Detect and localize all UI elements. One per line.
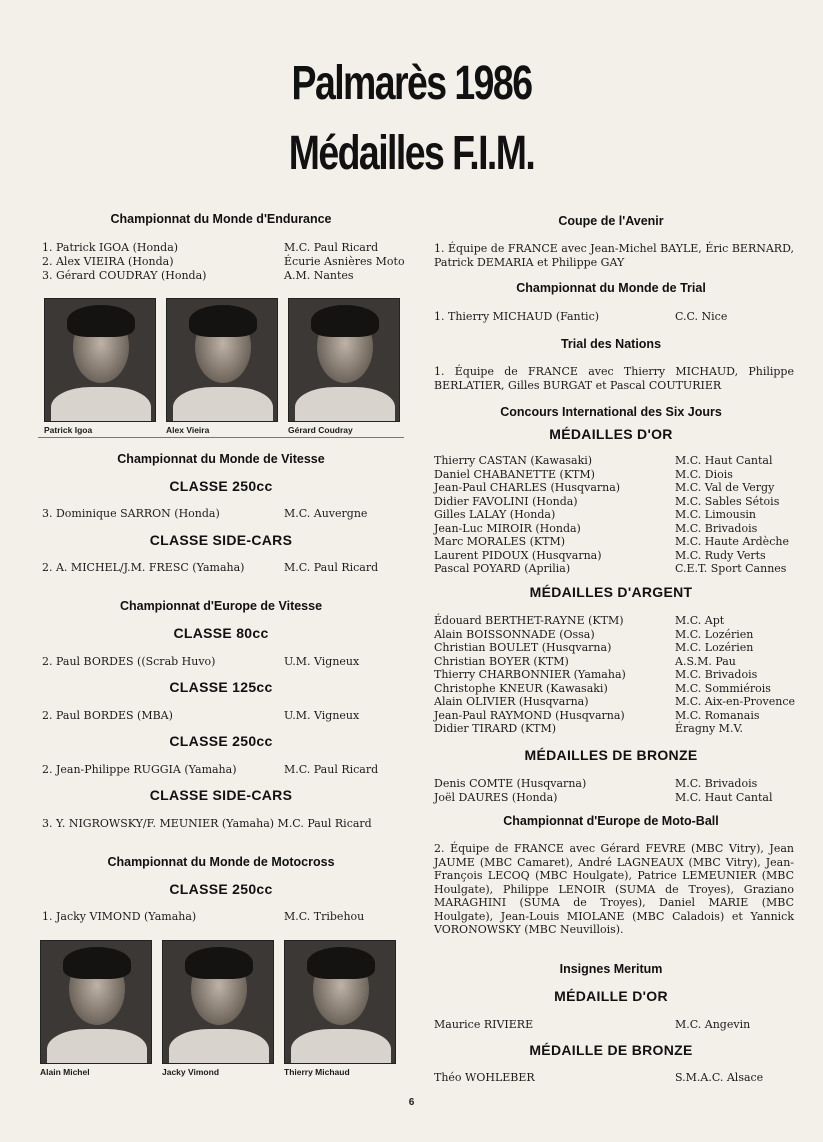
medal-club: M.C. Lozérien xyxy=(675,627,754,641)
class-heading: CLASSE 125cc xyxy=(169,679,273,695)
result-club: U.M. Vigneux xyxy=(284,709,360,722)
rider-photo xyxy=(44,298,156,435)
medal-name: Christian BOYER (KTM) xyxy=(434,654,569,668)
motocross-heading: Championnat du Monde de Motocross xyxy=(107,855,335,869)
medal-name: Didier FAVOLINI (Honda) xyxy=(434,494,578,508)
medal-club: M.C. Haute Ardèche xyxy=(675,535,789,548)
result-club: M.C. Tribehou xyxy=(284,910,365,923)
medal-name: Édouard BERTHET-RAYNE (KTM) xyxy=(434,614,624,627)
result-club: A.M. Nantes xyxy=(284,269,354,282)
trial-nations-text: 1. Équipe de FRANCE avec Thierry MICHAUD, Philippe BERLATIER, Gilles BURGAT et Pascal COUTURIER xyxy=(434,365,794,392)
medal-name: Alain BOISSONNADE (Ossa) xyxy=(434,627,595,641)
result-club: M.C. Angevin xyxy=(675,1018,751,1031)
portrait-image xyxy=(288,298,400,422)
result-club: C.C. Nice xyxy=(675,310,728,323)
result-name: 3. Gérard COUDRAY (Honda) xyxy=(42,269,207,282)
avenir-text: 1. Équipe de FRANCE avec Jean-Michel BAYLE, Éric BERNARD, Patrick DEMARIA et Philippe GAY xyxy=(434,242,794,269)
vitesse-monde-heading: Championnat du Monde de Vitesse xyxy=(117,452,325,466)
result-name: 2. Alex VIEIRA (Honda) xyxy=(42,255,174,268)
result-name: 1. Patrick IGOA (Honda) xyxy=(42,241,179,254)
medal-club: M.C. Haut Cantal xyxy=(675,790,773,804)
class-heading: CLASSE 250cc xyxy=(169,478,273,494)
medal-club: M.C. Romanais xyxy=(675,708,760,722)
medal-name: Laurent PIDOUX (Husqvarna) xyxy=(434,548,602,562)
result-club: M.C. Auvergne xyxy=(284,507,368,520)
rider-photo xyxy=(288,298,400,435)
result-name: 3. Dominique SARRON (Honda) xyxy=(42,507,220,520)
medal-name: Jean-Paul RAYMOND (Husqvarna) xyxy=(434,708,625,722)
meritum-or-heading: MÉDAILLE D'OR xyxy=(554,988,668,1004)
photo-caption: Thierry Michaud xyxy=(284,1067,350,1077)
class-heading: CLASSE 250cc xyxy=(169,881,273,897)
endurance-heading: Championnat du Monde d'Endurance xyxy=(110,212,332,226)
medal-club: M.C. Val de Vergy xyxy=(675,481,775,494)
medal-club: M.C. Brivadois xyxy=(675,777,758,790)
portrait-image xyxy=(284,940,396,1064)
photo-caption: Alex Vieira xyxy=(166,425,210,435)
result-name: 2. A. MICHEL/J.M. FRESC (Yamaha) xyxy=(42,561,245,574)
portrait-image xyxy=(162,940,274,1064)
medal-name: Didier TIRARD (KTM) xyxy=(434,722,557,735)
medal-name: Thierry CHARBONNIER (Yamaha) xyxy=(434,668,626,681)
medal-name: Gilles LALAY (Honda) xyxy=(434,508,556,521)
divider xyxy=(38,437,404,438)
result-club: Écurie Asnières Moto xyxy=(284,255,405,268)
rider-photo xyxy=(162,940,274,1077)
portrait-image xyxy=(44,298,156,422)
meritum-heading: Insignes Meritum xyxy=(559,962,663,976)
result-name: 1. Jacky VIMOND (Yamaha) xyxy=(42,910,197,923)
medal-club: M.C. Sommiérois xyxy=(675,681,771,695)
motoball-heading: Championnat d'Europe de Moto-Ball xyxy=(503,814,719,828)
motoball-text: 2. Équipe de FRANCE avec Gérard FEVRE (MBC Vitry), Jean JAUME (MBC Camaret), André LAGNEAUX (MBC Vitry), Jean-François LECOQ (MBC Houlgate), Patrice LEMEUNIER (MBC Houlgate), Philippe LENOIR (SUMA de Troyes), Graziano MARAGHINI (SUMA de Troyes), Daniel MARIE (MBC Houlgate), Jean-Louis MIOLANE (MBC Caladois) et Yannick VORONOWSKY (MBC Neuvillois). xyxy=(434,842,794,936)
page-title-line-1: Palmarès 1986 xyxy=(291,57,532,110)
vitesse-europe-heading: Championnat d'Europe de Vitesse xyxy=(119,599,323,613)
medal-club: C.E.T. Sport Cannes xyxy=(675,562,787,575)
trial-nations-heading: Trial des Nations xyxy=(560,337,662,351)
avenir-heading: Coupe de l'Avenir xyxy=(558,214,664,228)
result-club: M.C. Paul Ricard xyxy=(284,561,379,574)
rider-photo xyxy=(40,940,152,1077)
result-club: U.M. Vigneux xyxy=(284,655,360,668)
medal-name: Marc MORALES (KTM) xyxy=(434,535,566,548)
medal-club: M.C. Apt xyxy=(675,614,725,627)
page-title-line-2: Médailles F.I.M. xyxy=(288,127,535,180)
class-heading: CLASSE 250cc xyxy=(169,733,273,749)
medal-name: Jean-Paul CHARLES (Husqvarna) xyxy=(434,481,621,494)
photo-caption: Gérard Coudray xyxy=(288,425,353,435)
medal-club: M.C. Rudy Verts xyxy=(675,548,766,562)
medal-club: M.C. Brivadois xyxy=(675,668,758,681)
medal-name: Daniel CHABANETTE (KTM) xyxy=(434,467,595,481)
medal-club: M.C. Limousin xyxy=(675,508,756,521)
result-name: Maurice RIVIERE xyxy=(434,1018,534,1031)
portrait-image xyxy=(40,940,152,1064)
portrait-image xyxy=(166,298,278,422)
result-name: 3. Y. NIGROWSKY/F. MEUNIER (Yamaha) M.C. Paul Ricard xyxy=(42,817,372,830)
argent-heading: MÉDAILLES D'ARGENT xyxy=(529,584,693,600)
medal-club: M.C. Aix-en-Provence xyxy=(675,695,796,708)
result-name: 2. Paul BORDES ((Scrab Huvo) xyxy=(42,655,216,668)
medal-name: Denis COMTE (Husqvarna) xyxy=(434,777,587,790)
medal-club: M.C. Diois xyxy=(675,467,733,481)
medal-club: M.C. Lozérien xyxy=(675,641,754,654)
trial-heading: Championnat du Monde de Trial xyxy=(516,281,706,295)
class-heading: CLASSE SIDE-CARS xyxy=(149,532,293,548)
rider-photo xyxy=(166,298,278,435)
photo-caption: Alain Michel xyxy=(40,1067,90,1077)
medal-name: Thierry CASTAN (Kawasaki) xyxy=(434,454,593,467)
medal-name: Christophe KNEUR (Kawasaki) xyxy=(434,681,608,695)
medal-club: A.S.M. Pau xyxy=(675,654,736,668)
six-jours-heading: Concours International des Six Jours xyxy=(500,405,722,419)
result-name: 1. Thierry MICHAUD (Fantic) xyxy=(434,310,600,323)
medal-club: Éragny M.V. xyxy=(675,722,743,735)
class-heading: CLASSE 80cc xyxy=(173,625,269,641)
medal-name: Jean-Luc MIROIR (Honda) xyxy=(434,521,581,535)
result-club: S.M.A.C. Alsace xyxy=(675,1071,764,1084)
medal-name: Joël DAURES (Honda) xyxy=(434,790,558,804)
bronze-heading: MÉDAILLES DE BRONZE xyxy=(524,747,698,763)
medal-name: Pascal POYARD (Aprilia) xyxy=(434,562,571,575)
rider-photo xyxy=(284,940,396,1077)
medal-club: M.C. Brivadois xyxy=(675,521,758,535)
medal-club: M.C. Sables Sétois xyxy=(675,494,780,508)
photo-caption: Patrick Igoa xyxy=(44,425,93,435)
medal-club: M.C. Haut Cantal xyxy=(675,454,773,467)
result-name: Théo WOHLEBER xyxy=(434,1071,535,1084)
medal-name: Alain OLIVIER (Husqvarna) xyxy=(434,695,589,708)
class-heading: CLASSE SIDE-CARS xyxy=(149,787,293,803)
result-club: M.C. Paul Ricard xyxy=(284,241,379,254)
result-name: 2. Paul BORDES (MBA) xyxy=(42,709,173,722)
photo-caption: Jacky Vimond xyxy=(162,1067,220,1077)
meritum-bronze-heading: MÉDAILLE DE BRONZE xyxy=(529,1042,693,1058)
page-number: 6 xyxy=(408,1097,415,1108)
result-club: M.C. Paul Ricard xyxy=(284,763,379,776)
or-heading: MÉDAILLES D'OR xyxy=(549,426,673,442)
medal-name: Christian BOULET (Husqvarna) xyxy=(434,641,612,654)
result-name: 2. Jean-Philippe RUGGIA (Yamaha) xyxy=(42,763,237,776)
